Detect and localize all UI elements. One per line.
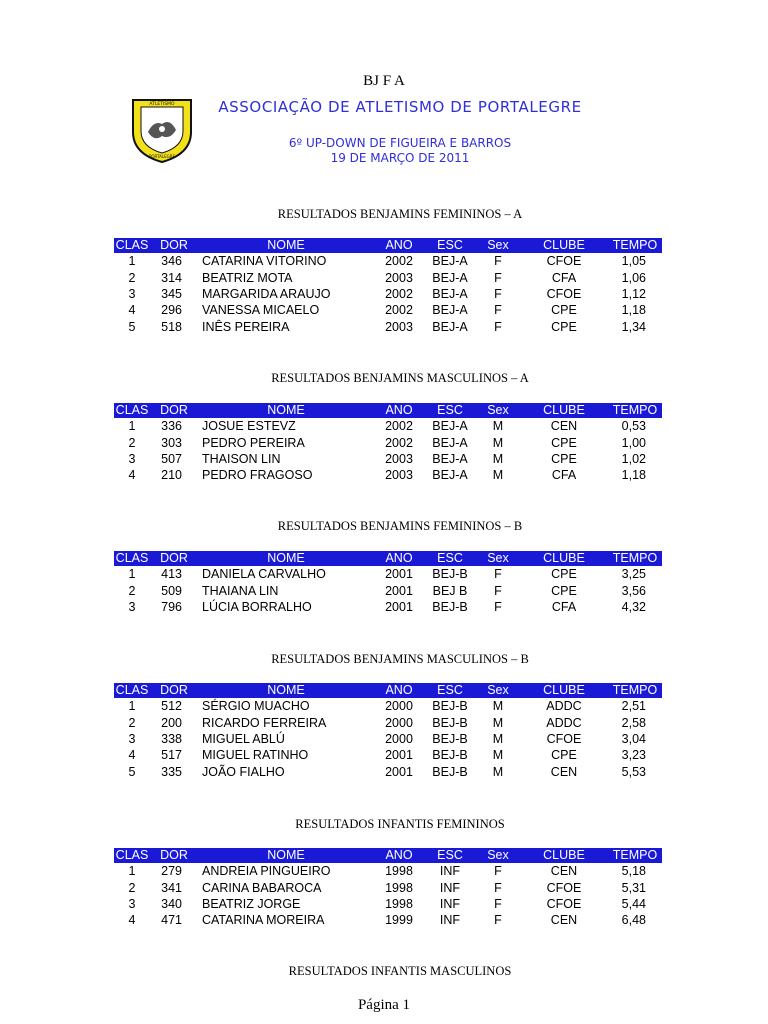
column-header: TEMPO	[608, 551, 662, 566]
table-cell: 1,05	[621, 254, 646, 269]
table-cell: CFOE	[546, 254, 582, 269]
table-cell: 210	[161, 468, 182, 483]
table-cell: BEATRIZ JORGE	[202, 896, 301, 911]
table-cell: 518	[161, 319, 182, 334]
table-cell: CPE	[551, 435, 577, 450]
section-title: RESULTADOS BENJAMINS FEMININOS – B	[277, 519, 523, 533]
table-cell: 1,00	[621, 435, 646, 450]
table-cell: 2001	[385, 764, 413, 779]
table-cell: 1,06	[621, 270, 646, 285]
column-header: ANO	[374, 403, 424, 418]
table-cell: 796	[161, 599, 182, 614]
table-cell: BEJ-A	[432, 270, 468, 285]
table-cell: 4,32	[621, 599, 646, 614]
table-cell: 2001	[385, 599, 413, 614]
section-title: RESULTADOS BENJAMINS MASCULINOS – B	[271, 652, 529, 666]
table-cell: 2000	[385, 699, 413, 714]
table-cell: INF	[439, 864, 461, 879]
table-cell: 5	[128, 764, 136, 779]
table-row	[114, 879, 662, 895]
table-cell: F	[494, 303, 502, 318]
table-cell: F	[494, 583, 502, 598]
table-row	[114, 286, 662, 302]
column-header: TEMPO	[608, 683, 662, 698]
table-cell: 2001	[385, 748, 413, 763]
table-cell: 314	[161, 270, 182, 285]
table-cell: BEJ-B	[432, 599, 468, 614]
table-cell: 3	[128, 286, 136, 301]
table-cell: 2002	[385, 286, 413, 301]
table-cell: F	[494, 880, 502, 895]
table-cell: F	[494, 913, 502, 928]
table-cell: 5,53	[621, 764, 646, 779]
table-header-row	[114, 683, 662, 698]
column-header: ANO	[374, 238, 424, 253]
results-table	[114, 683, 662, 780]
table-cell: 2	[128, 715, 136, 730]
table-cell: CFOE	[546, 731, 582, 746]
table-cell: 3	[128, 731, 136, 746]
table-cell: PEDRO FRAGOSO	[202, 468, 313, 483]
table-header-row	[114, 848, 662, 863]
table-cell: M	[492, 699, 504, 714]
table-cell: 3,04	[621, 731, 646, 746]
table-cell: 296	[161, 303, 182, 318]
table-row	[114, 896, 662, 912]
table-cell: F	[494, 286, 502, 301]
results-table	[114, 848, 662, 929]
table-cell: BEJ-A	[432, 468, 468, 483]
table-cell: 335	[161, 764, 182, 779]
table-cell: CFOE	[546, 286, 582, 301]
table-cell: BEJ-B	[432, 567, 468, 582]
table-cell: 2	[128, 270, 136, 285]
column-header: Sex	[476, 848, 520, 863]
table-cell: SÉRGIO MUACHO	[202, 699, 310, 714]
table-cell: 2003	[385, 319, 413, 334]
table-cell: 3,23	[621, 748, 646, 763]
table-cell: BEJ B	[432, 583, 468, 598]
column-header: Sex	[476, 238, 520, 253]
document-code: BJ F A	[363, 73, 405, 89]
table-cell: 517	[161, 748, 182, 763]
table-header-row	[114, 403, 662, 418]
column-header: DOR	[150, 551, 198, 566]
table-cell: 2002	[385, 419, 413, 434]
table-cell: 2001	[385, 583, 413, 598]
table-cell: 1	[128, 567, 136, 582]
table-cell: 2001	[385, 567, 413, 582]
table-cell: ANDREIA PINGUEIRO	[202, 864, 331, 879]
event-date: 19 DE MARÇO DE 2011	[330, 151, 470, 165]
table-cell: BEJ-B	[432, 748, 468, 763]
column-header: ESC	[424, 683, 476, 698]
table-cell: DANIELA CARVALHO	[202, 567, 326, 582]
column-header: CLUBE	[520, 848, 608, 863]
table-cell: BEJ-A	[432, 286, 468, 301]
column-header: Sex	[476, 683, 520, 698]
table-cell: JOSUE ESTEVZ	[202, 419, 296, 434]
table-cell: 1	[128, 419, 136, 434]
table-cell: 4	[128, 748, 136, 763]
column-header: NOME	[198, 683, 374, 698]
table-cell: 2002	[385, 435, 413, 450]
column-header: ANO	[374, 848, 424, 863]
table-cell: 346	[161, 254, 182, 269]
table-cell: F	[494, 254, 502, 269]
column-header: TEMPO	[608, 848, 662, 863]
table-cell: BEJ-B	[432, 715, 468, 730]
table-cell: LÚCIA BORRALHO	[202, 599, 312, 614]
table-cell: CFOE	[546, 880, 582, 895]
table-cell: 413	[161, 567, 182, 582]
table-row	[114, 599, 662, 615]
table-cell: M	[492, 451, 504, 466]
table-cell: INF	[439, 880, 461, 895]
table-row	[114, 698, 662, 714]
column-header: TEMPO	[608, 403, 662, 418]
table-cell: CFA	[551, 270, 577, 285]
table-row	[114, 418, 662, 434]
table-cell: CPE	[551, 583, 577, 598]
column-header: NOME	[198, 403, 374, 418]
table-cell: M	[492, 715, 504, 730]
table-cell: JOÃO FIALHO	[202, 764, 285, 779]
section-title: RESULTADOS INFANTIS FEMININOS	[295, 817, 505, 831]
table-row	[114, 566, 662, 582]
table-cell: 4	[128, 468, 136, 483]
table-cell: 0,53	[621, 419, 646, 434]
table-cell: 340	[161, 896, 182, 911]
table-cell: 2003	[385, 270, 413, 285]
table-cell: 507	[161, 451, 182, 466]
table-cell: 5,31	[621, 880, 646, 895]
table-cell: BEATRIZ MOTA	[202, 270, 293, 285]
table-row	[114, 912, 662, 928]
section-title: RESULTADOS INFANTIS MASCULINOS	[288, 964, 512, 978]
column-header: DOR	[150, 403, 198, 418]
table-cell: 1998	[385, 880, 413, 895]
table-row	[114, 747, 662, 763]
column-header: CLAS	[115, 551, 149, 565]
table-cell: 1	[128, 699, 136, 714]
table-cell: CATARINA MOREIRA	[202, 913, 325, 928]
table-cell: 3	[128, 896, 136, 911]
table-cell: ADDC	[546, 699, 582, 714]
table-cell: 4	[128, 303, 136, 318]
table-cell: 2,51	[621, 699, 646, 714]
table-cell: 2	[128, 583, 136, 598]
table-cell: F	[494, 270, 502, 285]
table-cell: M	[492, 435, 504, 450]
table-cell: CPE	[551, 303, 577, 318]
table-cell: 338	[161, 731, 182, 746]
table-cell: INF	[439, 896, 461, 911]
table-cell: 471	[161, 913, 182, 928]
results-table	[114, 238, 662, 335]
table-cell: F	[494, 319, 502, 334]
table-cell: 1,18	[621, 303, 646, 318]
table-cell: 509	[161, 583, 182, 598]
table-cell: CFOE	[546, 896, 582, 911]
table-cell: CPE	[551, 748, 577, 763]
table-cell: 5	[128, 319, 136, 334]
table-cell: THAISON LIN	[202, 451, 281, 466]
table-row	[114, 269, 662, 285]
column-header: ANO	[374, 683, 424, 698]
section-title: RESULTADOS BENJAMINS MASCULINOS – A	[271, 371, 529, 385]
table-cell: MIGUEL RATINHO	[202, 748, 309, 763]
column-header: CLUBE	[520, 683, 608, 698]
table-cell: BEJ-A	[432, 419, 468, 434]
table-cell: 1998	[385, 896, 413, 911]
table-cell: CPE	[551, 319, 577, 334]
event-title: 6º UP-DOWN DE FIGUEIRA E BARROS	[288, 136, 512, 150]
table-cell: 512	[161, 699, 182, 714]
table-header-row	[114, 551, 662, 566]
table-cell: BEJ-A	[432, 319, 468, 334]
table-cell: F	[494, 567, 502, 582]
table-cell: BEJ-B	[432, 764, 468, 779]
column-header: ESC	[424, 551, 476, 566]
table-row	[114, 714, 662, 730]
table-row	[114, 253, 662, 269]
table-cell: 2	[128, 435, 136, 450]
table-cell: 6,48	[621, 913, 646, 928]
column-header: CLAS	[115, 683, 149, 697]
table-cell: M	[492, 731, 504, 746]
table-cell: BEJ-B	[432, 731, 468, 746]
table-cell: CEN	[550, 764, 578, 779]
table-cell: BEJ-A	[432, 303, 468, 318]
table-cell: 345	[161, 286, 182, 301]
table-cell: 2,58	[621, 715, 646, 730]
results-table	[114, 551, 662, 615]
table-cell: M	[492, 468, 504, 483]
table-cell: 200	[161, 715, 182, 730]
table-cell: M	[492, 419, 504, 434]
results-table	[114, 403, 662, 484]
table-cell: 5,18	[621, 864, 646, 879]
table-cell: CARINA BABAROCA	[202, 880, 322, 895]
column-header: DOR	[150, 238, 198, 253]
page-number: Página 1	[357, 997, 411, 1013]
logo-bottom-text: PORTALEGRE	[148, 154, 176, 159]
column-header: NOME	[198, 551, 374, 566]
table-cell: F	[494, 896, 502, 911]
table-cell: INF	[439, 913, 461, 928]
column-header: CLAS	[115, 848, 149, 862]
section-title: RESULTADOS BENJAMINS FEMININOS – A	[277, 207, 523, 221]
table-cell: CFA	[551, 599, 577, 614]
column-header: ESC	[424, 848, 476, 863]
table-cell: CPE	[551, 567, 577, 582]
table-cell: 3,56	[621, 583, 646, 598]
table-cell: RICARDO FERREIRA	[202, 715, 327, 730]
table-cell: F	[494, 864, 502, 879]
table-cell: MARGARIDA ARAUJO	[202, 286, 331, 301]
organization-title: ASSOCIAÇÃO DE ATLETISMO DE PORTALEGRE	[218, 98, 582, 116]
table-cell: ADDC	[546, 715, 582, 730]
table-row	[114, 434, 662, 450]
table-cell: CEN	[550, 864, 578, 879]
table-cell: M	[492, 748, 504, 763]
table-cell: BEJ-B	[432, 699, 468, 714]
column-header: DOR	[150, 848, 198, 863]
table-row	[114, 764, 662, 780]
table-cell: MIGUEL ABLÚ	[202, 731, 285, 746]
table-cell: CPE	[551, 451, 577, 466]
column-header: ESC	[424, 403, 476, 418]
table-row	[114, 731, 662, 747]
column-header: NOME	[198, 238, 374, 253]
table-cell: CEN	[550, 913, 578, 928]
table-cell: 1,34	[621, 319, 646, 334]
table-cell: 279	[161, 864, 182, 879]
table-cell: THAIANA LIN	[202, 583, 279, 598]
table-cell: BEJ-A	[432, 254, 468, 269]
table-row	[114, 302, 662, 318]
column-header: DOR	[150, 683, 198, 698]
table-cell: PEDRO PEREIRA	[202, 435, 305, 450]
table-cell: CFA	[551, 468, 577, 483]
column-header: Sex	[476, 551, 520, 566]
table-cell: M	[492, 764, 504, 779]
table-cell: 2000	[385, 731, 413, 746]
column-header: TEMPO	[608, 238, 662, 253]
column-header: CLUBE	[520, 238, 608, 253]
table-cell: 1	[128, 254, 136, 269]
column-header: CLUBE	[520, 403, 608, 418]
table-row	[114, 451, 662, 467]
table-cell: 2003	[385, 468, 413, 483]
table-cell: CEN	[550, 419, 578, 434]
table-cell: 2002	[385, 254, 413, 269]
table-header-row	[114, 238, 662, 253]
table-row	[114, 582, 662, 598]
table-cell: 3,25	[621, 567, 646, 582]
column-header: CLAS	[115, 403, 149, 417]
table-cell: INÊS PEREIRA	[202, 319, 290, 334]
logo-top-text: ATLETISMO	[149, 102, 175, 107]
table-row	[114, 863, 662, 879]
table-cell: F	[494, 599, 502, 614]
table-cell: 3	[128, 451, 136, 466]
club-logo	[130, 96, 194, 164]
table-cell: 4	[128, 913, 136, 928]
table-cell: 1,18	[621, 468, 646, 483]
table-cell: 341	[161, 880, 182, 895]
column-header: ESC	[424, 238, 476, 253]
table-cell: CATARINA VITORINO	[202, 254, 327, 269]
table-cell: 1998	[385, 864, 413, 879]
table-cell: 2003	[385, 451, 413, 466]
table-row	[114, 467, 662, 483]
table-cell: 303	[161, 435, 182, 450]
table-cell: 336	[161, 419, 182, 434]
table-cell: 1999	[385, 913, 413, 928]
table-cell: 2000	[385, 715, 413, 730]
table-cell: BEJ-A	[432, 435, 468, 450]
table-cell: 1,12	[621, 286, 646, 301]
table-cell: 5,44	[621, 896, 646, 911]
table-cell: VANESSA MICAELO	[202, 303, 320, 318]
table-cell: 1,02	[621, 451, 646, 466]
table-cell: 1	[128, 864, 136, 879]
table-cell: BEJ-A	[432, 451, 468, 466]
table-cell: 3	[128, 599, 136, 614]
column-header: NOME	[198, 848, 374, 863]
column-header: ANO	[374, 551, 424, 566]
table-cell: 2002	[385, 303, 413, 318]
table-row	[114, 319, 662, 335]
column-header: CLUBE	[520, 551, 608, 566]
column-header: Sex	[476, 403, 520, 418]
column-header: CLAS	[115, 238, 149, 252]
table-cell: 2	[128, 880, 136, 895]
